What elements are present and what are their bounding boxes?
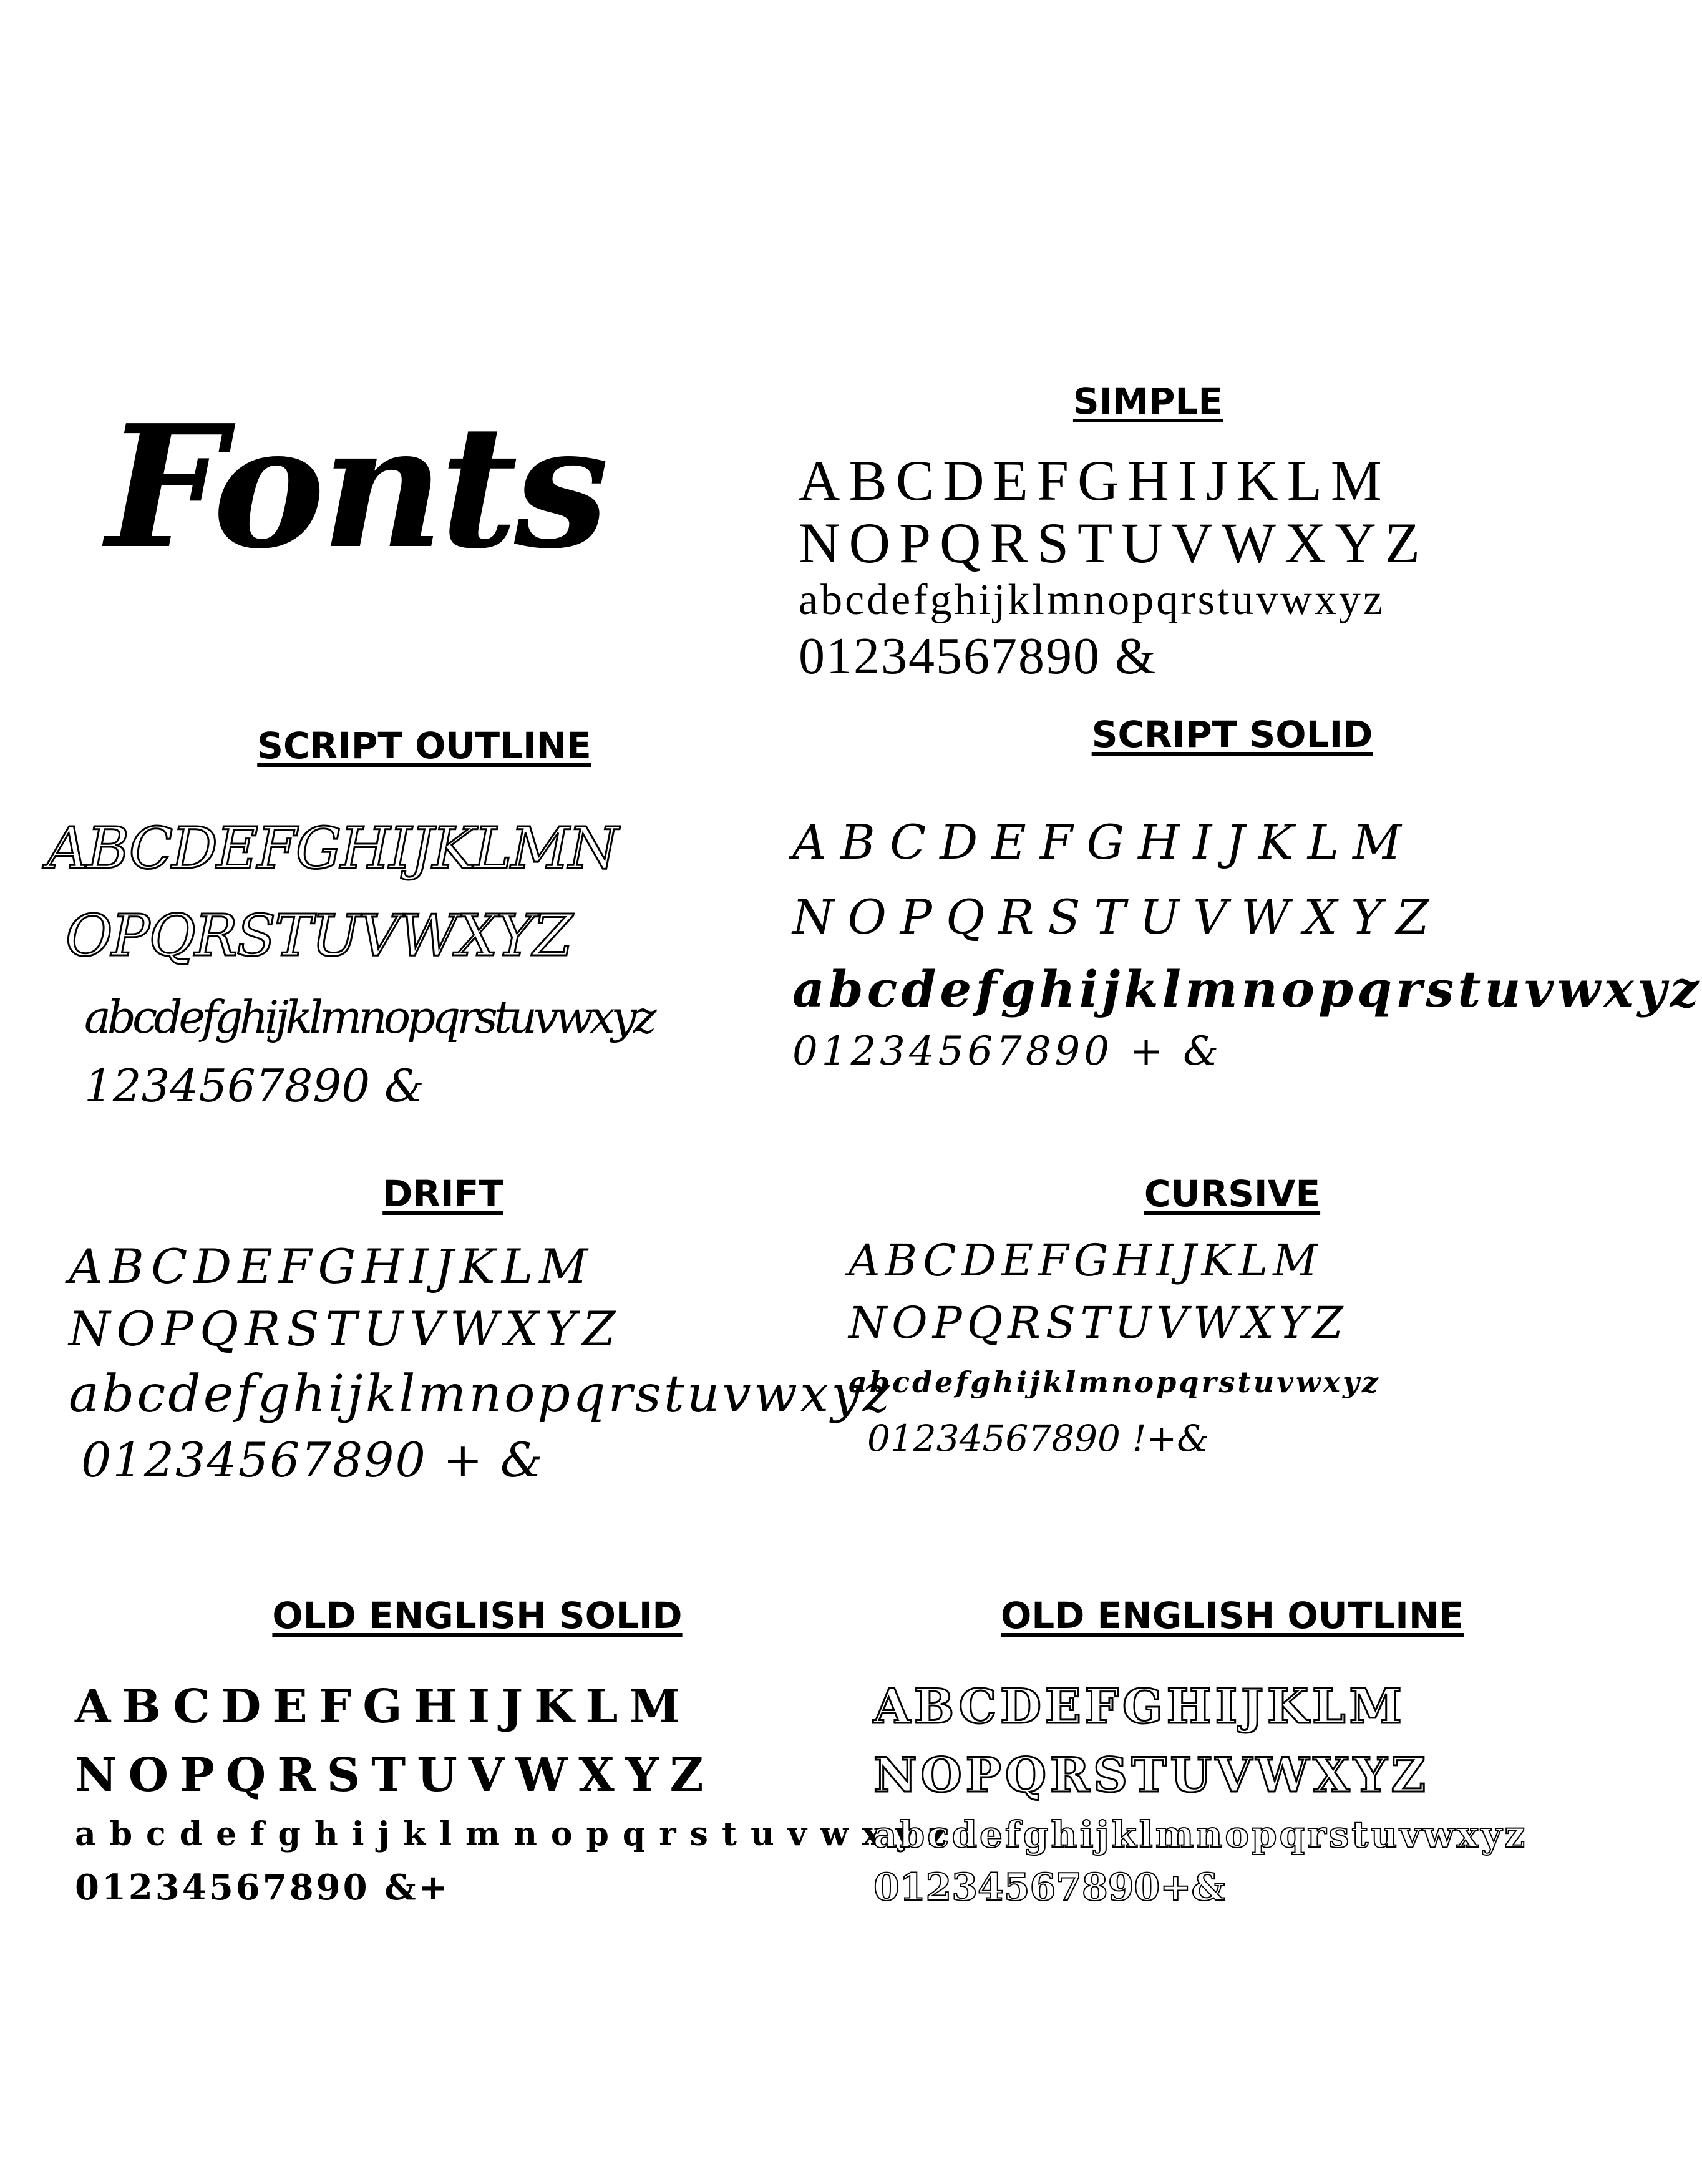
simple-digits: 01234567890 & bbox=[799, 627, 1157, 685]
old-english-outline-digits: 01234567890+& bbox=[873, 1866, 1225, 1909]
page-title: Fonts bbox=[106, 388, 606, 586]
script-outline-heading: SCRIPT OUTLINE bbox=[257, 724, 591, 767]
cursive-lowercase: abcdefghijklmnopqrstuvwxyz bbox=[849, 1365, 1381, 1399]
old-english-solid-sample bbox=[75, 1672, 960, 1916]
old-english-outline-uppercase-2: NOPQRSTUVWXYZ bbox=[873, 1747, 1429, 1803]
simple-heading: SIMPLE bbox=[1072, 380, 1223, 422]
script-solid-lowercase: abcdefghijklmnopqrstuvwxyz bbox=[792, 960, 1702, 1018]
drift-uppercase-1: ABCDEFGHIJKLM bbox=[69, 1239, 594, 1294]
simple-uppercase-1: ABCDEFGHIJKLM bbox=[799, 449, 1391, 512]
cursive-uppercase-2: NOPQRSTUVWXYZ bbox=[849, 1297, 1348, 1348]
old-english-outline-uppercase-1: ABCDEFGHIJKLM bbox=[873, 1679, 1406, 1734]
old-english-solid-heading: OLD ENGLISH SOLID bbox=[272, 1594, 683, 1637]
simple-sample bbox=[799, 449, 1547, 686]
drift-lowercase: abcdefghijklmnopqrstuvwxyz bbox=[69, 1365, 892, 1424]
simple-uppercase-2: NOPQRSTUVWXYZ bbox=[799, 511, 1429, 575]
cursive-uppercase-1: ABCDEFGHIJKLM bbox=[849, 1235, 1323, 1286]
drift-sample bbox=[69, 1236, 892, 1491]
script-solid-sample bbox=[792, 805, 1702, 1080]
simple-lowercase: abcdefghijklmnopqrstuvwxyz bbox=[799, 576, 1385, 624]
cursive-heading: CURSIVE bbox=[1144, 1172, 1321, 1215]
drift-heading: DRIFT bbox=[382, 1172, 503, 1215]
cursive-digits: 01234567890 !+& bbox=[867, 1417, 1209, 1460]
script-solid-heading: SCRIPT SOLID bbox=[1091, 713, 1373, 756]
script-solid-uppercase-2: NOPQRSTUVWXYZ bbox=[792, 889, 1443, 945]
drift-digits: 01234567890 + & bbox=[81, 1432, 544, 1488]
old-english-solid-uppercase-1: ABCDEFGHIJKLM bbox=[75, 1680, 692, 1733]
cursive-sample bbox=[849, 1229, 1622, 1466]
script-outline-lowercase: abcdefghijklmnopqrstuvwxyz bbox=[84, 991, 653, 1043]
script-outline-digits: 1234567890 & bbox=[84, 1060, 425, 1112]
drift-uppercase-2: NOPQRSTUVWXYZ bbox=[69, 1301, 622, 1357]
script-outline-sample bbox=[47, 805, 771, 1117]
old-english-outline-sample bbox=[873, 1672, 1660, 1916]
script-solid-uppercase-1: ABCDEFGHIJKLM bbox=[792, 814, 1415, 870]
script-outline-uppercase-2: OPQRSTUVWXYZ bbox=[66, 902, 572, 969]
script-solid-digits: 01234567890 + & bbox=[792, 1028, 1223, 1075]
script-outline-uppercase-1: ABCDEFGHIJKLMN bbox=[47, 815, 618, 882]
old-english-solid-uppercase-2: NOPQRSTUVWXYZ bbox=[75, 1748, 715, 1802]
old-english-outline-lowercase: abcdefghijklmnopqrstuvwxyz bbox=[873, 1813, 1528, 1856]
old-english-solid-lowercase: abcdefghijklmnopqrstuvwxyz bbox=[75, 1815, 960, 1853]
old-english-solid-digits: 01234567890 &+ bbox=[75, 1867, 450, 1908]
old-english-outline-heading: OLD ENGLISH OUTLINE bbox=[1000, 1594, 1464, 1637]
